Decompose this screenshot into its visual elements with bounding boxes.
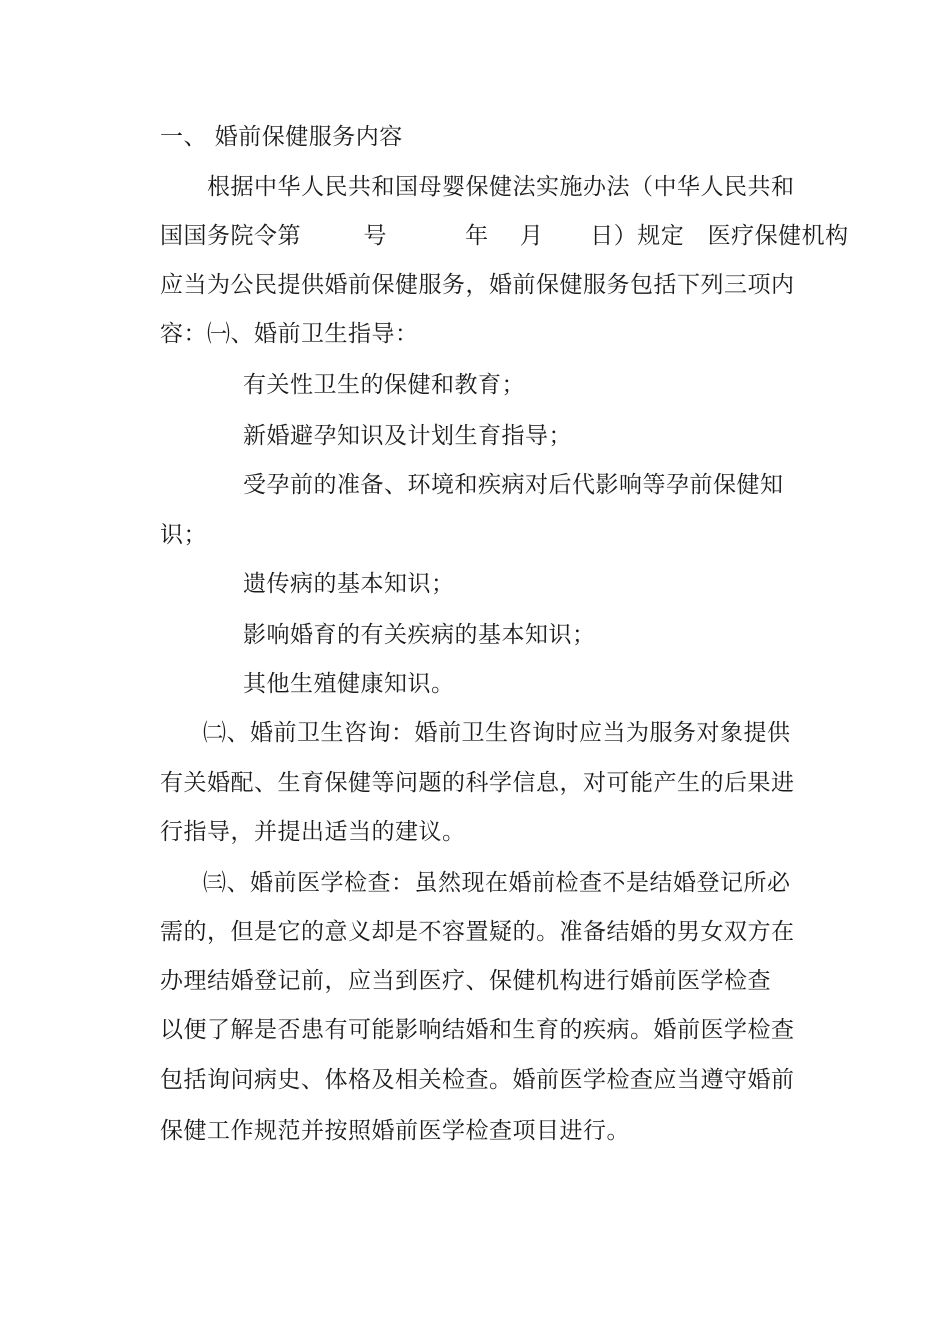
intro-line: 根据中华人民共和国母婴保健法实施办法（中华人民共和 — [207, 174, 795, 200]
examination-line: 需的，但是它的意义却是不容置疑的。准备结婚的男女双方在 — [160, 919, 795, 945]
examination-line: 以便了解是否患有可能影响结婚和生育的疾病。婚前医学检查 — [160, 1017, 795, 1043]
intro-line: 国国务院令第 号 年 月 日）规定 医疗保健机构 — [160, 223, 849, 249]
guidance-item: 其他生殖健康知识。 — [243, 671, 455, 697]
examination-line: 包括询问病史、体格及相关检查。婚前医学检查应当遵守婚前 — [160, 1067, 795, 1093]
examination-line: ㈢、婚前医学检查：虽然现在婚前检查不是结婚登记所必 — [203, 870, 791, 896]
intro-line: 应当为公民提供婚前保健服务，婚前保健服务包括下列三项内 — [160, 272, 795, 298]
guidance-item: 识； — [160, 522, 207, 548]
examination-line: 保健工作规范并按照婚前医学检查项目进行。 — [160, 1118, 630, 1144]
guidance-item: 有关性卫生的保健和教育； — [243, 372, 525, 398]
consultation-line: ㈡、婚前卫生咨询：婚前卫生咨询时应当为服务对象提供 — [203, 720, 791, 746]
examination-line: 办理结婚登记前，应当到医疗、保健机构进行婚前医学检查 — [160, 968, 771, 994]
guidance-item: 影响婚育的有关疾病的基本知识； — [243, 622, 596, 648]
consultation-line: 行指导，并提出适当的建议。 — [160, 819, 466, 845]
guidance-item: 新婚避孕知识及计划生育指导； — [243, 423, 572, 449]
guidance-item: 遗传病的基本知识； — [243, 571, 455, 597]
intro-line: 容：㈠、婚前卫生指导： — [160, 321, 419, 347]
consultation-line: 有关婚配、生育保健等问题的科学信息，对可能产生的后果进 — [160, 770, 795, 796]
section-heading: 一、 婚前保健服务内容 — [160, 124, 403, 150]
guidance-item: 受孕前的准备、环境和疾病对后代影响等孕前保健知 — [243, 472, 784, 498]
